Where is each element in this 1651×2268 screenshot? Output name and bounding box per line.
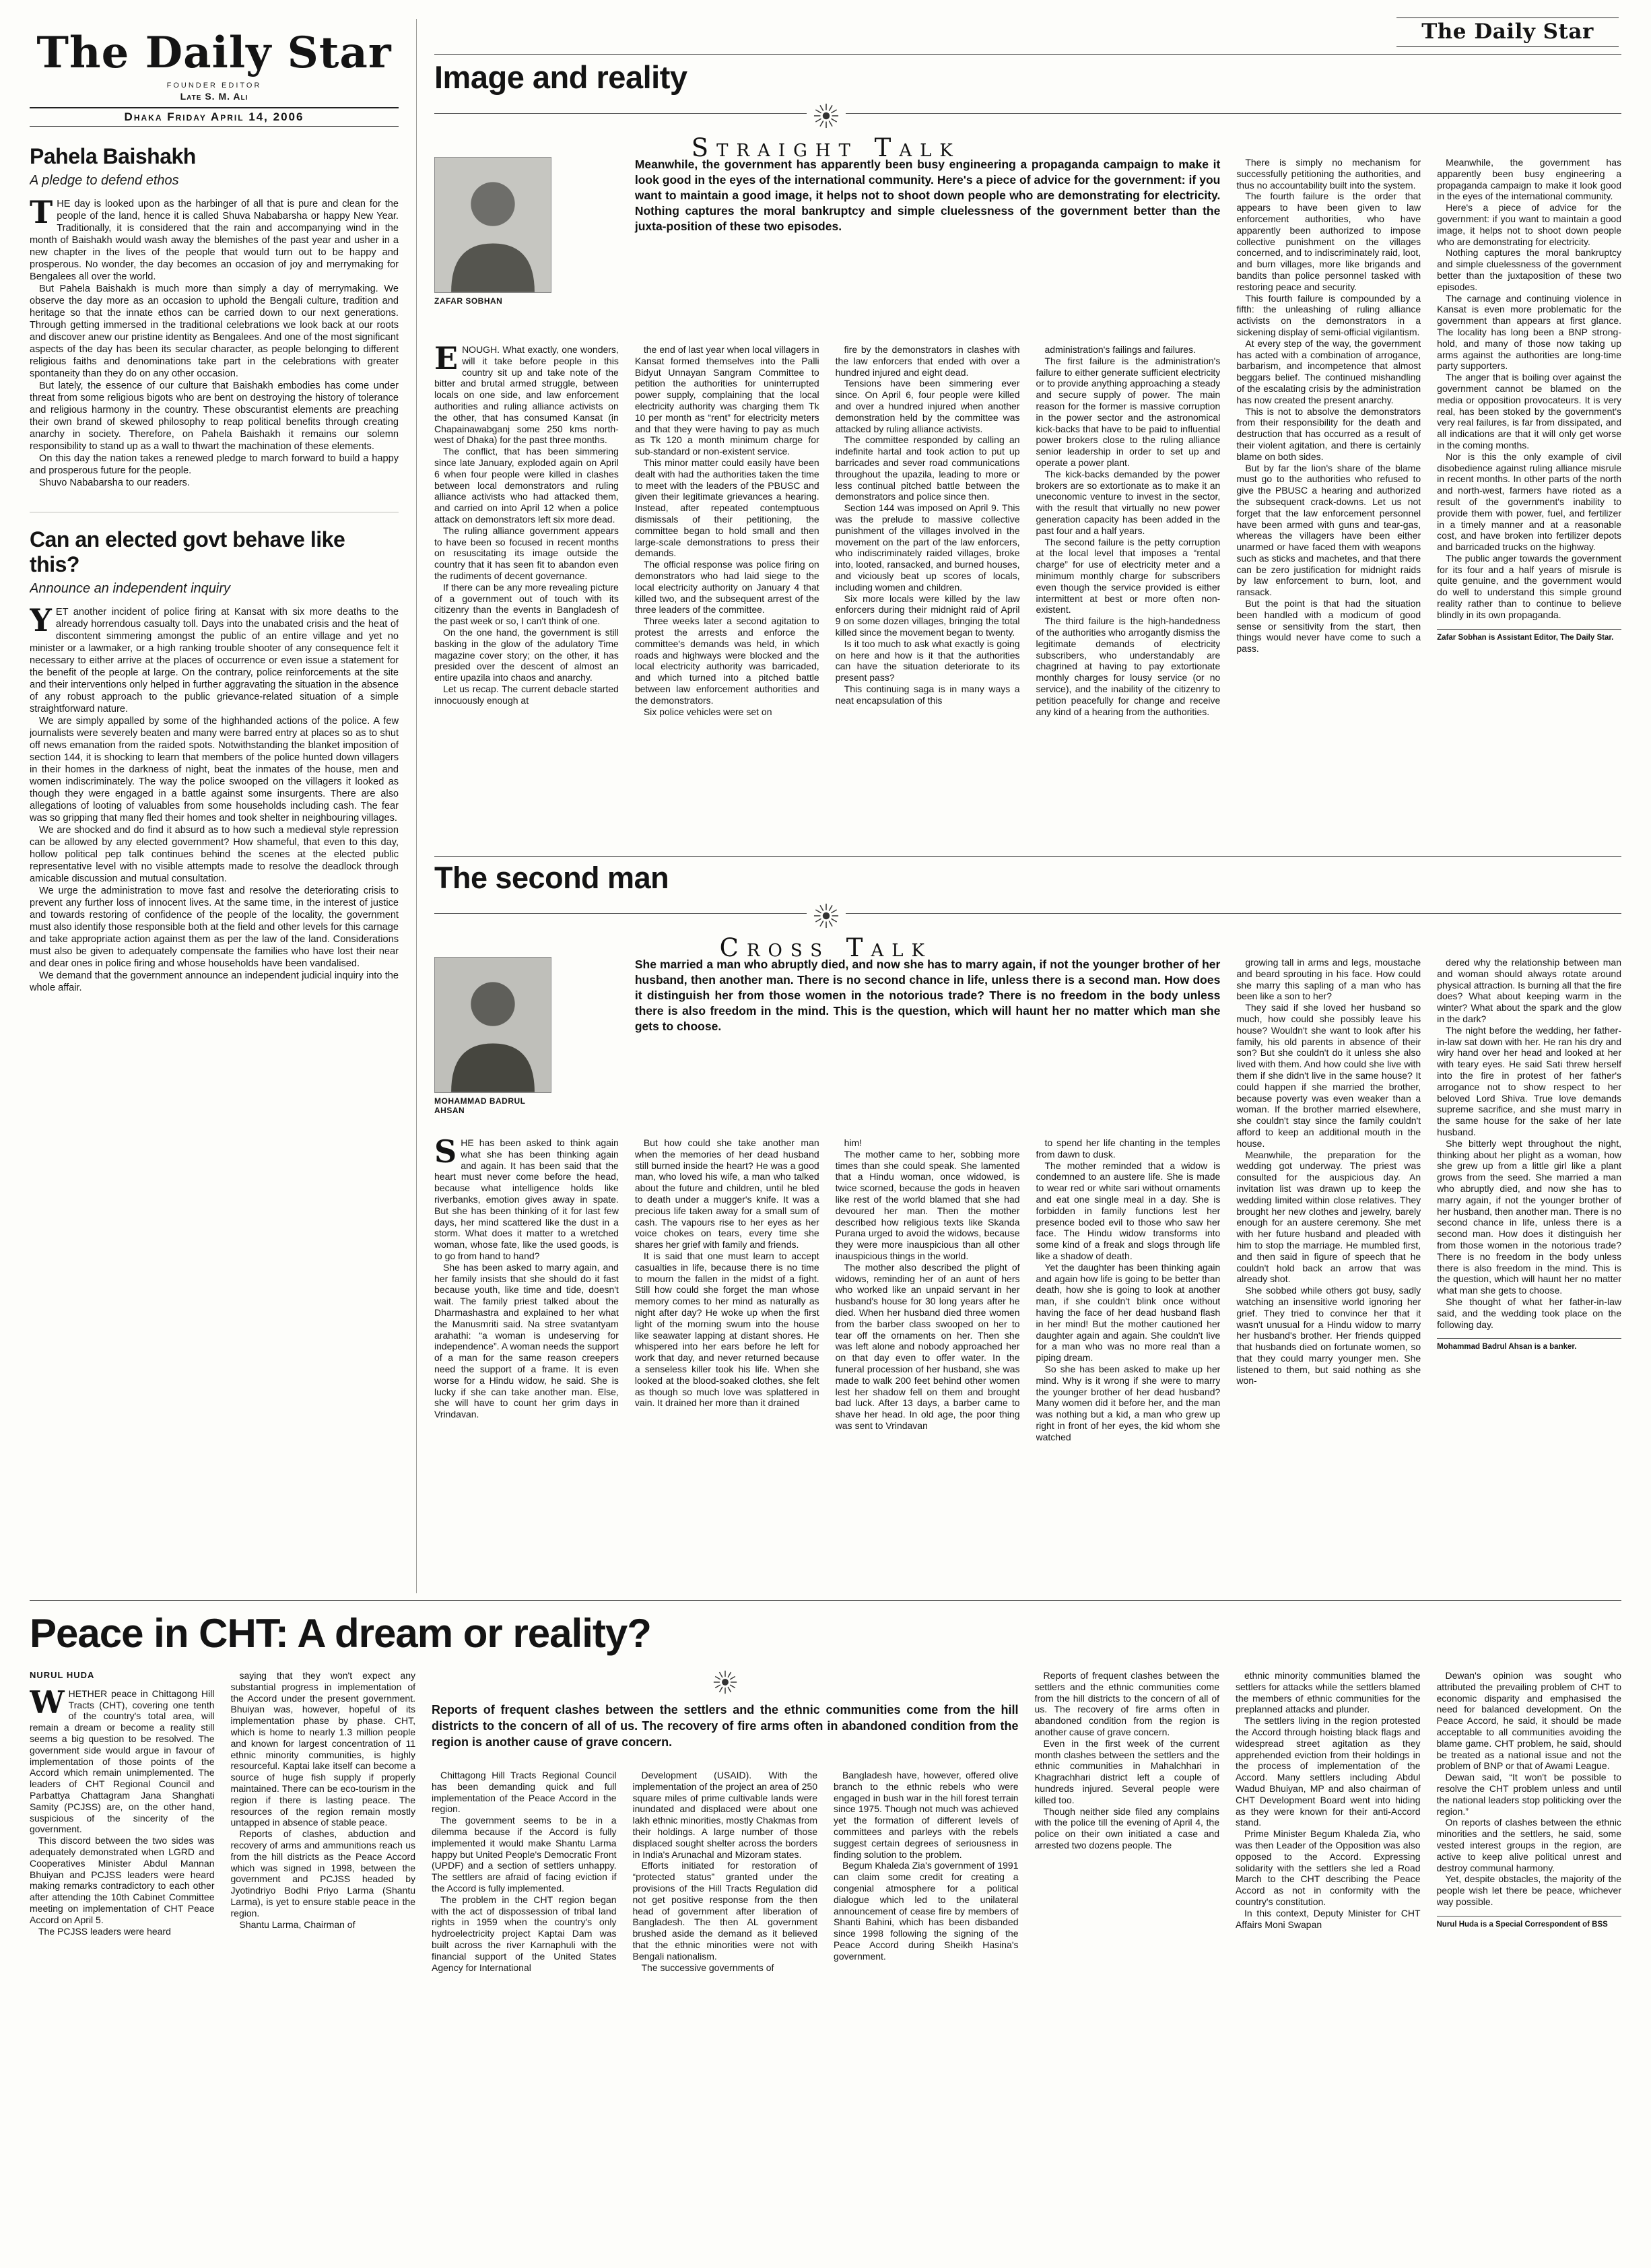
paragraph: The successive governments of	[641, 1962, 774, 1973]
paragraph: The second failure is the petty corruption at the local level that imposes a “rental charge” for use of electricity meter and a minimum monthly charge for subscribers even though the service provided is either intermittent at best or more often non-existent.	[1036, 536, 1221, 615]
paragraph: saying that they won't expect any substantial progress in implementation of the Accord under the present government. Bhuiyan was, however, hopeful of its implementation phase by phase. CHT, which is home to nearly 1.3 million people and known for largest concentration of 11 ethnic minority communities, is highly resourceful. Kaptai lake itself can become a source of huge fish supply if properly maintained. There can be eco-tourism in the region if there is lasting peace. The resources of the region remain mostly untapped in absence of stable peace.	[230, 1670, 415, 1828]
upper-section	[30, 19, 1621, 1593]
author-photo	[434, 157, 551, 293]
body-column-4	[1036, 1137, 1221, 1489]
body-column-2	[635, 1137, 819, 1489]
dropcap: W	[30, 1683, 65, 1721]
body-column-5	[1236, 957, 1421, 1489]
article-image-and-reality	[434, 59, 1621, 838]
article-headline: Peace in CHT: A dream or reality?	[30, 1611, 651, 1656]
author-photo-figure	[434, 157, 550, 344]
editorial-title: Pahela Baishakh	[30, 144, 196, 169]
lead-paragraph	[30, 194, 399, 283]
paragraph: The anger that is boiling over against the government cannot be blamed on the media or opposition provocateurs. It is very real, has been stoked by the government's very real failures, is far from dissipated, and all indications are that it will only get worse in the coming months.	[1437, 372, 1621, 451]
paragraph: dered why the relationship between man and woman should always rotate around physical attraction. Is burning all that the fire does? What about keeping warm in the winter? What about the spark and the glow in the dark?	[1437, 957, 1621, 1024]
main-column	[417, 19, 1621, 1593]
paragraph: We urge the administration to move fast and resolve the deteriorating crisis to prevent any further loss of innocent lives. At the same time, in the interest of justice and towards restoring of confidence of the people of the locality, the government must also identify those responsible both at the field and other levels for this carnage and take appropriate action against them as per the law of the land. Considerations must also be given to adequately compensate the families who have lost their near and dear ones in police firing and whose households have been vandalised.	[30, 886, 399, 970]
body-column-2	[635, 344, 819, 838]
paragraph: growing tall in arms and legs, moustache and beard sprouting in his face. How could she marry this sapling of a man who has been like a son to her?	[1236, 957, 1421, 1002]
editorial-paragraphs	[30, 715, 399, 994]
paragraph: She bitterly wept throughout the night, thinking about her plight as a woman, how she grew up from a little girl like a plant grows from the seed. She married a man who abruptly died, and now she has to marry again, if not the younger brother of her husband, then another man. There is no second chance in life, unless there is a second man. How does it distinguish her from those women in the notorious trade? There is no freedom in the body unless there is also freedom in the mind. This is the question, which will haunt her no matter what man she gets to choose.	[1437, 1137, 1621, 1296]
paragraph: Begum Khaleda Zia's government of 1991 can claim some credit for creating a congenial atmosphere for a political dialogue which led to the unilateral announcement of cease fire by members of Shanti Bahini, which has been disbanded since 1998 following the signing of the Peace Accord during Sheikh Hasina's government.	[834, 1860, 1019, 1962]
paragraph: Reports of frequent clashes between the settlers and the ethnic communities come from the hill districts to the concern of all of us. The recovery of fire arms often in abandoned condition from the region is another cause of grave concern.	[1034, 1670, 1219, 1737]
editorial-body	[30, 602, 399, 994]
paragraph: This discord between the two sides was adequately demonstrated when LGRD and Cooperatives Minister Abdul Mannan Bhuiyan and PCJSS leaders were heard making remarks contradictory to each other after attending the 10th Cabinet Committee meeting on implementation of CHT Peace Accord on April 5.	[30, 1835, 215, 1925]
lead-paragraph	[30, 1683, 215, 1835]
paragraph: Reports of clashes, abduction and recovery of arms and ammunitions reach us from the hill districts as the Peace Accord which was signed in 1998, between the government and PCJSS headed by Jyotindriyo Bodhi Priyo Larma (Shantu Larma), is yet to ensure stable peace in the region.	[230, 1828, 415, 1919]
editorial-body	[30, 194, 399, 489]
body-column-1	[434, 344, 619, 838]
column-paragraphs	[434, 1262, 619, 1420]
paragraph: Is it too much to ask what exactly is going on here and how is it that the authorities can have the situation deteriorate to its present pass?	[835, 638, 1020, 683]
body-column-6	[1437, 157, 1621, 838]
article-headline: The second man	[434, 861, 669, 895]
kicker	[434, 103, 1218, 162]
author-credit: Nurul Huda is a Special Correspondent of BSS	[1437, 1916, 1622, 1931]
lead-paragraph	[434, 1137, 619, 1262]
body-column-1	[434, 1137, 619, 1489]
paragraph: Though neither side filed any complains with the police till the evening of April 4, the police on their own initiated a case and arrested two dozens people. The	[1034, 1805, 1219, 1850]
paragraph: Even in the first week of the current month clashes between the settlers and the ethnic communities in Mahalchhari in Khagrachhari district left a couple of hundreds injured. Several people were killed too.	[1034, 1737, 1219, 1805]
paragraph: Section 144 was imposed on April 9. This was the prelude to massive collective punishment of the villages involved in the movement on the part of the law enforcers, who indiscriminately raided villages, broke into, looted, ransacked, and burned houses, and viciously beat up scores of locals, including women and children.	[835, 502, 1020, 593]
lead-text: HETHER peace in Chittagong Hill Tracts (CHT), covering one tenth of the country's total area, will remain a dream or become a reality still seems a big question to be resolved. The government side would argue in favour of implementation of those points of the Accord which remain unimplemented. The leaders of CHT Regional Council and Parbattya Chattagram Jana Shanghati Samity (PCJSS) are, on the other hand, suspicious of the sincerity of the government.	[30, 1688, 215, 1835]
section-rule	[434, 856, 1621, 857]
founder-editor-label: FOUNDER EDITOR	[166, 81, 262, 90]
lead-text: NOUGH. What exactly, one wonders, will it take before people in this country sit up and take note of the bitter and brutal armed struggle, between locals on one side, and law enforcement authorities and ruling alliance activists on the other, that has consumed Kansat (in Chapainawabganj some 250 kms north-west of Dhaka) for the past three months.	[434, 344, 619, 446]
paragraph: The conflict, that has been simmering since late January, exploded again on April 6 when four people were killed in clashes between local demonstrators and ruling alliance activists who had attacked them, and carried on into April 12 when a police attack on demonstrators left six more dead.	[434, 446, 619, 525]
paragraph: In this context, Deputy Minister for CHT Affairs Moni Swapan	[1236, 1907, 1421, 1930]
paragraph: This is not to absolve the demonstrators from their responsibility for the death and destruction that has occurred as a result of their violent agitation, and there is certainly blame on both sides.	[1236, 405, 1421, 462]
founder-editor-name: Late S. M. Ali	[180, 91, 248, 102]
author-caption: MOHAMMAD BADRUL AHSAN	[434, 1096, 526, 1115]
body-column-4	[633, 1770, 818, 2170]
body-column-4	[1036, 344, 1221, 838]
paragraph: We are simply appalled by some of the highhanded actions of the police. A few journalists were severely beaten and many were barred entry at places so as to shut off news emanation from the raided spots. Notwithstanding the blanket imposition of section 144, it is shocking to learn that members of the police hunted down villagers in their homes in the darkness of night, beat the inmates of the house, men and women indiscriminately. The way the police swooped on the villagers it looked as though they were engaged in a battle against some insurgents. There are also allegations of looting of valuables from some households including cash. The fear was so gripping that many fled their homes and took shelter in neighbouring villages.	[30, 716, 399, 824]
article-body	[30, 1670, 1621, 2170]
paragraph: The official response was police firing on demonstrators who had laid siege to the local electricity authority on January 4 that killed two, and the subsequent arrest of the three leaders of the committee.	[634, 559, 819, 615]
paragraph: Here's a piece of advice for the government: if you want to maintain a good image, it helps not to shoot down people who are demonstrating for electricity.	[1437, 202, 1621, 247]
paragraph: But how could she take another man when the memories of her dead husband still burned inside the heart? He was a good man, who loved his wife, a man who talked about the future and children, until he bled to death under a mugger's knife. It was a precious life taken away for a small sum of cash. The vapours rise to her eyes as her voice chokes on tears, every time she shares her grief with family and friends.	[634, 1137, 819, 1250]
paragraph: This fourth failure is compounded by a fifth: the unleashing of ruling alliance activists on the demonstrators in a sickening display of semi-official vigilantism.	[1236, 292, 1421, 337]
article-headline: Image and reality	[434, 59, 687, 95]
paragraph: It is said that one must learn to accept casualties in life, because there is no time to mourn the fallen in the midst of a fight. Still how could she forget the man whose memory comes to her mind as naturally as night after day? He woke up when the first light of the morning swum into the house like seawater lapping at distant shores. He whispered into her ears before he left for work that day, and never returned because a senseless killer took his life. When she looked at the blood-soaked clothes, she felt as though so much love was splattered in vain. It drained her more than it drained	[634, 1250, 819, 1409]
byline: NURUL HUDA	[30, 1670, 95, 1680]
article-body	[434, 157, 1621, 838]
editorial-title: Can an elected govt behave like this?	[30, 527, 345, 577]
paragraph: There is simply no mechanism for successfully petitioning the authorities, and thus no accountability built into the system.	[1236, 157, 1421, 191]
paragraph: Meanwhile, the government has apparently been busy engineering a propaganda campaign to make it look good in the eyes of the international community.	[1437, 157, 1621, 202]
sunburst-icon	[807, 103, 846, 132]
body-column-8	[1437, 1670, 1622, 2170]
paragraph: On this day the nation takes a renewed pledge to march forward to build a happy and prosperous future for the people.	[30, 453, 399, 477]
paragraph: The mother came to her, sobbing more times than she could speak. She lamented that a Hindu woman, once widowed, is twice scorned, because the gods in heaven like rest of the world blamed that she had devoured her man. Then the mother described how religious texts like Skanda Purana urged to avoid the widows, because they were more inauspicious than all other inauspicious things in the world.	[835, 1148, 1020, 1261]
paragraph: We are shocked and do find it absurd as to how such a medieval style repression can be allowed by any elected government? How shameful, that even to this day, hollow political pep talk continues behind the scenes at the elected public representative level with no visible attempts made to resolve the deadlock through amicable discussion and mutual consultation.	[30, 825, 399, 885]
body-column-5	[834, 1770, 1019, 2170]
body-column-6	[1035, 1670, 1220, 2170]
author-caption: ZAFAR SOBHAN	[434, 296, 503, 306]
body-column-1	[30, 1670, 215, 2170]
article-peace-in-cht	[30, 1600, 1621, 2170]
lead-text: ET another incident of police firing at Kansat with six more deaths to the already horrendous casualty toll. Days into the unabated crisis and the heat of discontent simmering amongst the public of an entire village and yet no minister or a lawmaker, or a high ranking trouble shooter of any consequence felt it necessary to either arrive at the places of occurrence or even issue a statement for the benefit of the people at large. On the contrary, police reinforcements at the site and their interventions only helped in further aggravating the situation in the absence of any robust approach to the public grievance-related situation of a simple straightforward nature.	[30, 607, 399, 715]
paragraph: Prime Minister Begum Khaleda Zia, who was then Leader of the Opposition was also opposed to the Accord. Expressing solidarity with the settlers she led a Road March to the CHT describing the Peace Accord as not in conformity with the country's constitution.	[1236, 1828, 1421, 1907]
paragraph: The government seems to be in a dilemma because if the Accord is fully implemented it would make Shantu Larma happy but United People's Democratic Front (UPDF) and a section of settlers unhappy. The settlers are afraid of facing eviction if the Accord is fully implemented.	[432, 1815, 617, 1894]
article-body	[434, 957, 1621, 1489]
paragraph: The fourth failure is the order that appears to have been given to law enforcement authorities, who have apparently been authorized to impose collective punishment on the villages concerned, and to indiscriminately raid, loot, and burn villages, more like brigands and bandits than police personnel tasked with restoring peace and security.	[1236, 191, 1421, 292]
lead-text: HE has been asked to think again what she has been thinking again and again. It has been said that the heart must never come before the head, because what intelligence holds like riverbanks, emotion gives away in spate. But she has been thinking of it for last few days, her mind scattered like the dust in a storm. What does it matter to a wretched woman, whose fate, like the used goods, is to go from hand to hand?	[434, 1137, 619, 1261]
lead-paragraph	[30, 602, 399, 715]
paragraph: Six police vehicles were set on	[643, 706, 772, 717]
paragraph: This continuing saga is in many ways a neat encapsulation of this	[835, 683, 1020, 706]
column-paragraphs	[434, 446, 619, 706]
masthead-logo: The Daily Star	[36, 28, 392, 78]
paragraph: The problem in the CHT region began with the act of dispossession of tribal land rights in 1959 when the country's only hydroelectricity project Kaptai Dam was built across the river Karnaphuli with the financial support of the United States Agency for International	[432, 1894, 617, 1973]
paragraph: Let us recap. The current debacle started innocuously enough at	[434, 683, 619, 706]
paragraph: They said if she loved her husband so much, how could she possibly leave his house? Wouldn't she want to look after his family, his old parents in absence of their son? But she couldn't do it unless she also lived with them. And how could she live with them if she didn't live in the same house? It could happen if she married the brother, because poverty was even weaker than a woman. If the brother married elsewhere, she couldn't stay since the family couldn't afford to keep an additional mouth in the house.	[1236, 1002, 1421, 1149]
dateline: Dhaka Friday April 14, 2006	[30, 107, 399, 127]
paragraph: The ruling alliance government appears to have been so focused in recent months on resuscitating its image outside the country that it has seen fit to abandon even the rudiments of decent governance.	[434, 525, 619, 581]
paragraph: At every step of the way, the government has acted with a combination of arrogance, barbarism, and incompetence that almost beggars belief. The continued mishandling of the escalating crisis by the administration has now created the present anarchy.	[1236, 337, 1421, 405]
paragraph: Efforts initiated for restoration of “protected status” granted under the provisions of the Hill Tracts Regulation did not get positive response from the then head of government after liberation of Bangladesh. The then AL government brushed aside the demand as it believed that the ethnic minorities were not with Bengali nationalism.	[632, 1860, 817, 1962]
body-column-5	[1236, 157, 1421, 838]
paragraph: Yet, despite obstacles, the majority of the people wish let there be peace, whichever way possible.	[1436, 1873, 1621, 1907]
paragraph: Nothing captures the moral bankruptcy and simple cluelessness of the government better than the juxtaposition of these two episodes.	[1437, 247, 1621, 292]
paragraph: The night before the wedding, her father-in-law sat down with her. He ran his dry and wiry hand over her head and looked at her with teary eyes. He said Sati threw herself into the fire in protest of her father's arrogance not to show respect to her beloved Lord Shiva. True love demands supreme sacrifice, and she must marry in the same house for the sake of her late husband.	[1437, 1024, 1621, 1137]
paragraph: But lately, the essence of our culture that Baishakh embodies has come under threat from some religious bigots who are bent on destroying the history of tolerance and religious harmony in the country. These obscurantist elements are preaching their own brand of skewed philosophy to reap political benefits through creating anarchy in society. Therefore, on Pahela Baishakh it remains our solemn responsibility to stand up as a wall to thwart the machination of these elements.	[30, 380, 399, 453]
author-photo-figure	[434, 957, 550, 1137]
editorial-elected-govt	[30, 512, 399, 994]
paragraph: Meanwhile, the preparation for the wedding got underway. The priest was consulted for the auspicious day. An invitation list was drawn up to keep the wedding limited within close relatives. They brought her new clothes and jewelry, barely enough for an austere ceremony. She met with her future husband and pleaded with him to stop the marriage. He mumbled first, and then said in figure of speech that he couldn't hold back an arrow that was already shot.	[1236, 1149, 1421, 1285]
body-column-6	[1437, 957, 1621, 1489]
sunburst-icon	[432, 1670, 1019, 1698]
paragraph: ethnic minority communities blamed the settlers for attacks while the settlers blamed the members of ethnic communities for the preplanned attacks and plunder.	[1236, 1670, 1421, 1715]
paragraph: So she has been asked to make up her mind. Why is it wrong if she were to marry the younger brother of her dead husband? Many women did it before her, and the man was nothing but a kid, a man who grew up right in front of her eyes, the kid whom she watched	[1036, 1363, 1221, 1442]
paragraph: the end of last year when local villagers in Kansat formed themselves into the Palli Bidyut Unnayan Sangram Committee to petition the authorities for uninterrupted power supply, complaining that the local electricity authority was charging them Tk 10 per month as “rent” for electricity meters and that they were having to pay as much as Tk 120 a month minimum charge for sub-standard or non-existent service.	[634, 344, 819, 457]
body-column-3	[836, 344, 1020, 838]
paragraph: But by far the lion's share of the blame must go to the authorities who refused to give the PBUSC a hearing and authorized the subsequent crack-downs. Let us not forget that the law enforcement personnel have been armed with guns and tear-gas, whereas the villagers have been either unarmed or have faced them with weapons such as sticks and machetes, and that there can be zero justification for midnight raids by law enforcement to burn, loot, and ransack.	[1236, 462, 1421, 598]
body-column-3	[836, 1137, 1020, 1489]
paragraph: On reports of clashes between the ethnic minorities and the settlers, he said, some vested interest groups in the region, are active to keep alive political unrest and destroy communal harmony.	[1436, 1817, 1621, 1873]
paragraph: Six more locals were killed by the law enforcers during their midnight raid of April 9 on some dozen villages, bringing the total killed since the movement began to twenty.	[835, 593, 1020, 638]
lead-paragraph	[434, 344, 619, 446]
paragraph: The public anger towards the government for its four and a half years of misrule is quite genuine, and the government would do well to understand this simple ground reality rather than to continue to believe blindly in its own propaganda.	[1437, 552, 1621, 620]
paragraph: The PCJSS leaders were heard	[38, 1925, 171, 1937]
standfirst: She married a man who abruptly died, and now she has to marry again, if not the younger brother of her husband, then another man. There is no second chance in life, unless there is a second man. How does it distinguish her from those women in the notorious trade? There is no freedom in the body unless there is also freedom in the mind. This is the question, which will haunt her no matter which man she gets to choose.	[634, 958, 1221, 1033]
kicker-label: Cross Talk	[719, 933, 933, 962]
dropcap: Y	[30, 602, 52, 639]
paragraph: The settlers living in the region protested the Accord through hoisting black flags and widespread street agitation as they apprehended eviction from their holdings in the process of implementation of the Accord. Many settlers including Abdul Wadud Bhuiyan, MP and also chairman of CHT Development Board went into hiding as they were known for their anti-Accord stand.	[1236, 1715, 1421, 1828]
paragraph: On the one hand, the government is still basking in the glow of the adulatory Time magazine cover story; on the other, it has presided over the descent of almost an entire upazila into chaos and anarchy.	[434, 626, 619, 683]
standfirst: Meanwhile, the government has apparently been busy engineering a propaganda campaign to make it look good in the eyes of the international community. Here's a piece of advice for the government: if you want to maintain a good image, it helps not to shoot down people who are demonstrating for electricity. Nothing captures the moral bankruptcy and simple cluelessness of the government better than the juxta-position of these two episodes.	[634, 158, 1221, 233]
author-photo	[434, 957, 551, 1093]
standfirst: Reports of frequent clashes between the settlers and the ethnic communities come from the hill districts to the concern of all of us. The recovery of fire arms often in abandoned condition from the region is another cause of grave concern.	[432, 1703, 1019, 1749]
paragraph: The kick-backs demanded by the power brokers are so extortionate as to make it an uneconomic venture to invest in the sector, with the result that virtually no new power generation capacity has been added in the past four and a half years.	[1036, 468, 1221, 536]
paragraph: Yet the daughter has been thinking again and again how life is going to be better than death, how she is going to look at another man, if she couldn't blink once without having the face of her dead husband flash in her mind! But the mother cautioned her daughter again and again. She couldn't live for a man who was no more real than a piping dream.	[1036, 1261, 1221, 1364]
sunburst-icon	[807, 903, 846, 932]
editorial-paragraphs	[30, 283, 399, 489]
paragraph: She has been asked to marry again, and her family insists that she should do it fast because youth, like time and tide, doesn't wait. The family priest talked about the Dharmashastra and explained to her what the Manusmriti said. Na stree svatantyam arahathi: “a woman is undeserving for independence”. A woman needs the support of a man for the same reason creepers need the support of a frame. It is even worse for a Hindu widow, he said. She is lucky if she can take another man. Else, she will have to count her grim days in Vrindavan.	[434, 1261, 619, 1420]
column-paragraphs	[1437, 957, 1621, 1330]
paragraph: Nor is this the only example of civil disobedience against ruling alliance misrule in recent months. In other parts of the north and north-west, farmers have rioted as a result of the government's inability to provide them with power, fuel, and fertilizer in a timely manner and at a reasonable cost, and have broken into fertilizer depots and barricaded trucks on the highway.	[1437, 451, 1621, 553]
paragraph: Development (USAID). With the implementation of the project an area of 250 square miles of prime cultivable lands were inundated and displaced were about one lakh ethnic minorities, mostly Chakmas from their holdings. A large number of those displaced sought shelter across the borders in India's Arunachal and Mizoram states.	[632, 1770, 817, 1860]
paragraph: The mother reminded that a widow is condemned to an austere life. She is made to wear red or white sari without ornaments and eat one single meal in a day. She is forbidden in family functions lest her presence boded evil to those who saw her face. The Hindu widow transforms into some kind of a freak and slogs through life like a shadow of death.	[1036, 1160, 1221, 1261]
paragraph: If there can be any more revealing picture of a government out of touch with its citizenry than the events in Bangladesh of the past week or so, I can't think of one.	[434, 581, 619, 627]
paragraph: The third failure is the high-handedness of the authorities who arrogantly dismiss the legitimate demands of electricity subscribers, who understandably are chagrined at having to pay extortionate monthly charges for lousy service (or no service), and the inability of the citizenry to petition peacefully for change and receive any kind of a hearing from the authorities.	[1036, 615, 1221, 717]
left-rail	[30, 19, 417, 1593]
editorial-subtitle: A pledge to defend ethos	[30, 173, 179, 189]
kicker-band	[434, 913, 1621, 962]
paragraph: Dewan said, “It won't be possible to resolve the CHT problem unless and until the national leaders stop politicking over the region.”	[1436, 1772, 1621, 1817]
paragraph: Bangladesh have, however, offered olive branch to the ethnic rebels who were engaged in bush war in the hill forest terrain since 1975. Though not much was achieved yet the formation of different levels of committees and parleys with the rebels suggest certain degrees of seriousness in finding solution to the problem.	[834, 1770, 1019, 1860]
lead-text: HE day is looked upon as the harbinger of all that is pure and clean for the people of the land, hence it is called Shuva Nababarsha or happy New Year. Traditionally, it is considered that the rain and accompanying wind in the month of Baishakh would wash away the blemishes of the past year and usher in a new chapter in the lives of the people that would turn out to be happy and prosperous. No wonder, the day becomes an occasion of joy and merrymaking for Bengalees all over the world.	[30, 199, 399, 283]
body-column-7	[1236, 1670, 1421, 2170]
kicker-label: Straight Talk	[691, 133, 961, 162]
paragraph: Shantu Larma, Chairman of	[239, 1919, 356, 1930]
dropcap: S	[434, 1137, 457, 1170]
paragraph: The carnage and continuing violence in Kansat is even more problematic for the government than appears at first glance. The locality has long been a BNP strong-hold, and many of those now taking up arms against the authorities are long-time party supporters.	[1437, 292, 1621, 372]
dropcap: E	[434, 344, 459, 376]
paragraph: The mother also described the plight of widows, reminding her of an aunt of hers who worked like an unpaid servant in her husband's house for 30 long years after he died. When her husband died three women from the barber class swooped on her to tear off the ornaments on her. Then she was left alone and nobody approached her on that day even to offer water. In the funeral procession of her husband, she was made to walk 200 feet behind other women lest her shadow fell on them and brought bad luck. After 13 days, a barber came to shave her head. In old age, the poor thing was sent to Vrindavan	[835, 1261, 1020, 1431]
kicker-band	[434, 113, 1621, 162]
dropcap: T	[30, 194, 53, 231]
author-credit: Mohammad Badrul Ahsan is a banker.	[1437, 1338, 1621, 1353]
paragraph: She thought of what her father-in-law said, and the wedding took place on the following day.	[1437, 1296, 1621, 1330]
author-credit: Zafar Sobhan is Assistant Editor, The Daily Star.	[1437, 629, 1621, 644]
paragraph: The first failure is the administration's failure to either generate sufficient electricity or to provide anything approaching a steady and secure supply of power. The main reason for the former is massive corruption in the power sector and the astronomical kick-backs that have to be paid to influential power brokers close to the ruling alliance senior leadership in order to set up and operate a power plant.	[1036, 355, 1221, 468]
standfirst-block	[432, 1670, 1019, 1770]
paragraph: to spend her life chanting in the temples from dawn to dusk.	[1036, 1137, 1221, 1160]
paragraph: Tensions have been simmering ever since. On April 6, four people were killed and over a hundred injured when another demonstration held by the committee was attacked by ruling alliance activists.	[835, 378, 1020, 434]
paragraph: This minor matter could easily have been dealt with had the authorities taken the time to meet with the leaders of the PBUSC and given their legitimate grievances a hearing. Instead, after repeated contemptuous dismissals of their petitioning, the committee began to hold small and then large-scale demonstrations to press their demands.	[634, 457, 819, 559]
paragraph: fire by the demonstrators in clashes with the law enforcers that ended with over a hundred injured and eight dead.	[835, 344, 1020, 378]
paragraph: Shuvo Nababarsha to our readers.	[39, 477, 190, 489]
column-paragraphs	[1437, 157, 1621, 621]
body-column-3	[432, 1770, 617, 2170]
paragraph: administration's failings and failures.	[1044, 344, 1196, 355]
paragraph: She sobbed while others got busy, sadly watching an insensitive world ignoring her grief. They tried to convince her that it wasn't unusual for a Hindu widow to marry her husband's brother. Her friends quipped that husbands died on fortunate women, so that they could marry younger men. She listened to them, but said nothing as she won-	[1236, 1285, 1421, 1387]
paragraph: Dewan's opinion was sought who attributed the prevailing problem of CHT to economic disparity and emphasised the need for balanced development. On the Peace Accord, he said, it should be made acceptable to all communities avoiding the blame game. CHT problem, he said, should be treated as a national issue and not the problem of BNP or that of Awami League.	[1436, 1670, 1621, 1772]
masthead	[30, 19, 399, 127]
paragraph: But Pahela Baishakh is much more than simply a day of merrymaking. We observe the day more as an occasion to uphold the Bengali culture, tradition and heritage so that the innate ethos can be carried down to our next generations. Through getting immersed in the traditional celebrations we look back at our roots and discover anew our pristine identity as Bengalees. And one of the most significant aspects of the day has been its secular character, as people belonging to different religious faiths and denominations take part in the celebrations with greater spontaneity than they do on any other occasion.	[30, 284, 399, 380]
paragraph: But the point is that had the situation been handled with a modicum of good sense or sensitivity from the start, then things would never have come to such a pass.	[1236, 598, 1421, 655]
paragraph: Chittagong Hill Tracts Regional Council has been demanding quick and full implementation of the Peace Accord in the region.	[432, 1770, 617, 1815]
corner-masthead-logo: The Daily Star	[1421, 20, 1594, 44]
column-paragraphs	[30, 1835, 215, 1937]
article-the-second-man	[434, 856, 1621, 1489]
editorial-pahela-baishakh	[30, 144, 399, 489]
body-column-2	[231, 1670, 416, 2170]
paragraph: him!	[844, 1137, 863, 1148]
paragraph: Three weeks later a second agitation to protest the arrests and enforce the committee's demands was held, in which roads and highways were blocked and the local electricity authority was barricaded, and which turned into a pitched battle between law enforcement authorities and the demonstrators.	[634, 615, 819, 706]
editorial-subtitle: Announce an independent inquiry	[30, 581, 231, 597]
top-rule	[434, 54, 1621, 55]
kicker	[434, 903, 1218, 962]
column-paragraphs	[1437, 1670, 1622, 1908]
paragraph: We demand that the government announce an independent judicial inquiry into the whole affair.	[30, 970, 399, 994]
paragraph: The committee responded by calling an indefinite hartal and took action to put up barricades and sever road communications throughout the upazila, leading to more or less continual pitched battle between the demonstrators and police since then.	[835, 434, 1020, 502]
